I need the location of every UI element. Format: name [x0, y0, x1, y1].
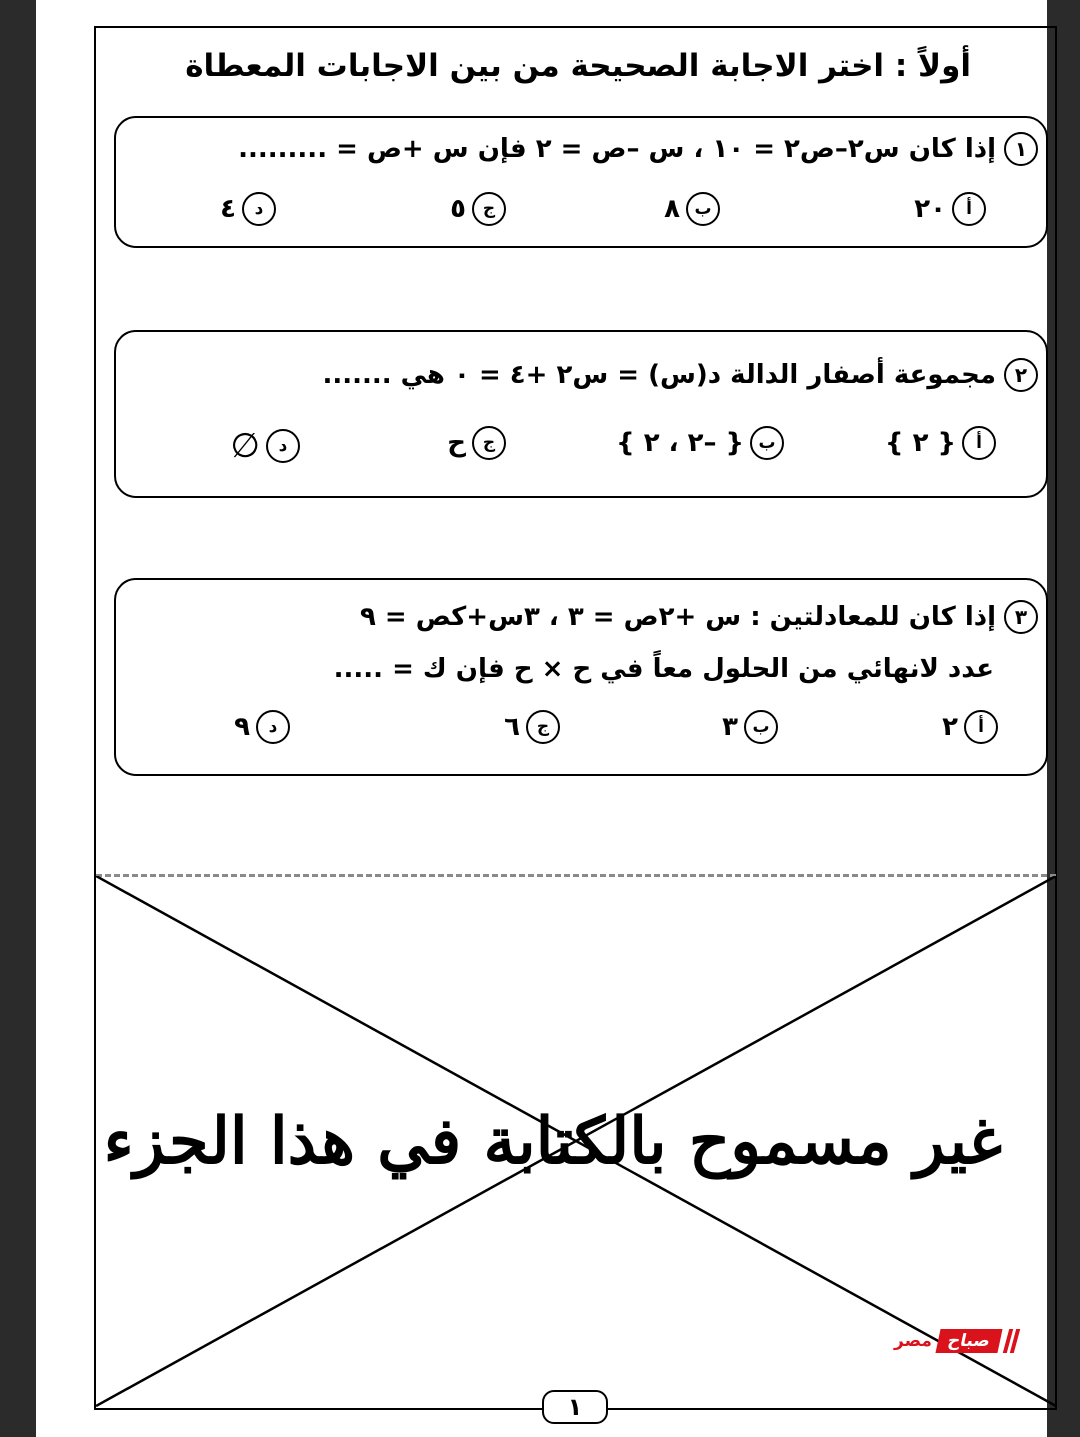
q3-option-d[interactable]: [234, 710, 290, 744]
q2-option-b-value: { –٢ ، ٢ }: [616, 428, 744, 458]
q1-option-a-letter: أ: [952, 192, 986, 226]
q2-option-d[interactable]: [230, 426, 300, 466]
q2-option-a[interactable]: [885, 426, 996, 460]
question-1-box: [114, 116, 1048, 248]
logo-bars-icon: [1006, 1329, 1017, 1353]
q1-option-a[interactable]: [914, 192, 986, 226]
q3-option-d-value: ٩: [234, 712, 250, 742]
q2-option-c-value: ح: [447, 428, 466, 458]
q1-option-b-value: ٨: [664, 194, 680, 224]
q1-option-c-letter: ج: [472, 192, 506, 226]
q2-option-c-letter: ج: [472, 426, 506, 460]
q3-option-b-letter: ب: [744, 710, 778, 744]
q1-option-d-letter: د: [242, 192, 276, 226]
question-3-text: [360, 600, 1038, 634]
q3-option-b-value: ٣: [722, 712, 738, 742]
question-1-text: [238, 132, 1038, 166]
q2-option-b-letter: ب: [750, 426, 784, 460]
question-2-number: ٢: [1004, 358, 1038, 392]
q1-option-b[interactable]: [664, 192, 720, 226]
q1-option-c[interactable]: [450, 192, 506, 226]
q1-option-d[interactable]: [220, 192, 276, 226]
q2-option-c[interactable]: [447, 426, 506, 460]
question-2-line: مجموعة أصفار الدالة د(س) = س٢ +٤ = ٠ هي .......: [322, 360, 996, 390]
question-1-line: إذا كان س٢–ص٢ = ١٠ ، س –ص = ٢ فإن س +ص = .........: [238, 134, 996, 164]
q2-option-d-value: ∅: [230, 426, 260, 466]
q3-option-c-value: ٦: [504, 712, 520, 742]
no-write-notice: غير مسموح بالكتابة في هذا الجزء: [103, 1104, 1002, 1179]
question-2-text: [322, 358, 1038, 392]
section-title: أولاً : اختر الاجابة الصحيحة من بين الاجابات المعطاة: [185, 48, 971, 84]
question-2-box: [114, 330, 1048, 498]
q1-option-d-value: ٤: [220, 194, 236, 224]
worksheet-page: [36, 0, 1047, 1437]
question-3-line-1: إذا كان للمعادلتين : س +٢ص = ٣ ، ٣س+كص = ٩: [359, 602, 996, 632]
q1-option-b-letter: ب: [686, 192, 720, 226]
page-number: ١: [542, 1390, 608, 1424]
question-1-number: ١: [1004, 132, 1038, 166]
q1-option-a-value: ٢٠: [914, 194, 946, 224]
q3-option-a[interactable]: [942, 710, 998, 744]
q3-option-a-letter: أ: [964, 710, 998, 744]
q3-option-a-value: ٢: [942, 712, 958, 742]
q2-option-b[interactable]: [616, 426, 784, 460]
question-3-number: ٣: [1004, 600, 1038, 634]
q2-option-a-letter: أ: [962, 426, 996, 460]
logo-name: صباح: [935, 1329, 1002, 1353]
watermark-logo: [894, 1326, 1017, 1356]
q1-option-c-value: ٥: [450, 194, 466, 224]
question-3-box: [114, 578, 1048, 776]
logo-country: مصر: [894, 1331, 932, 1351]
q3-option-c[interactable]: [504, 710, 560, 744]
question-3-line-2-row: [334, 654, 994, 684]
q2-option-d-letter: د: [266, 429, 300, 463]
q3-option-c-letter: ج: [526, 710, 560, 744]
q3-option-d-letter: د: [256, 710, 290, 744]
q3-option-b[interactable]: [722, 710, 778, 744]
q2-option-a-value: { ٢ }: [885, 428, 956, 458]
question-3-line-2: عدد لانهائي من الحلول معاً في ح × ح فإن ك = .....: [333, 654, 994, 684]
